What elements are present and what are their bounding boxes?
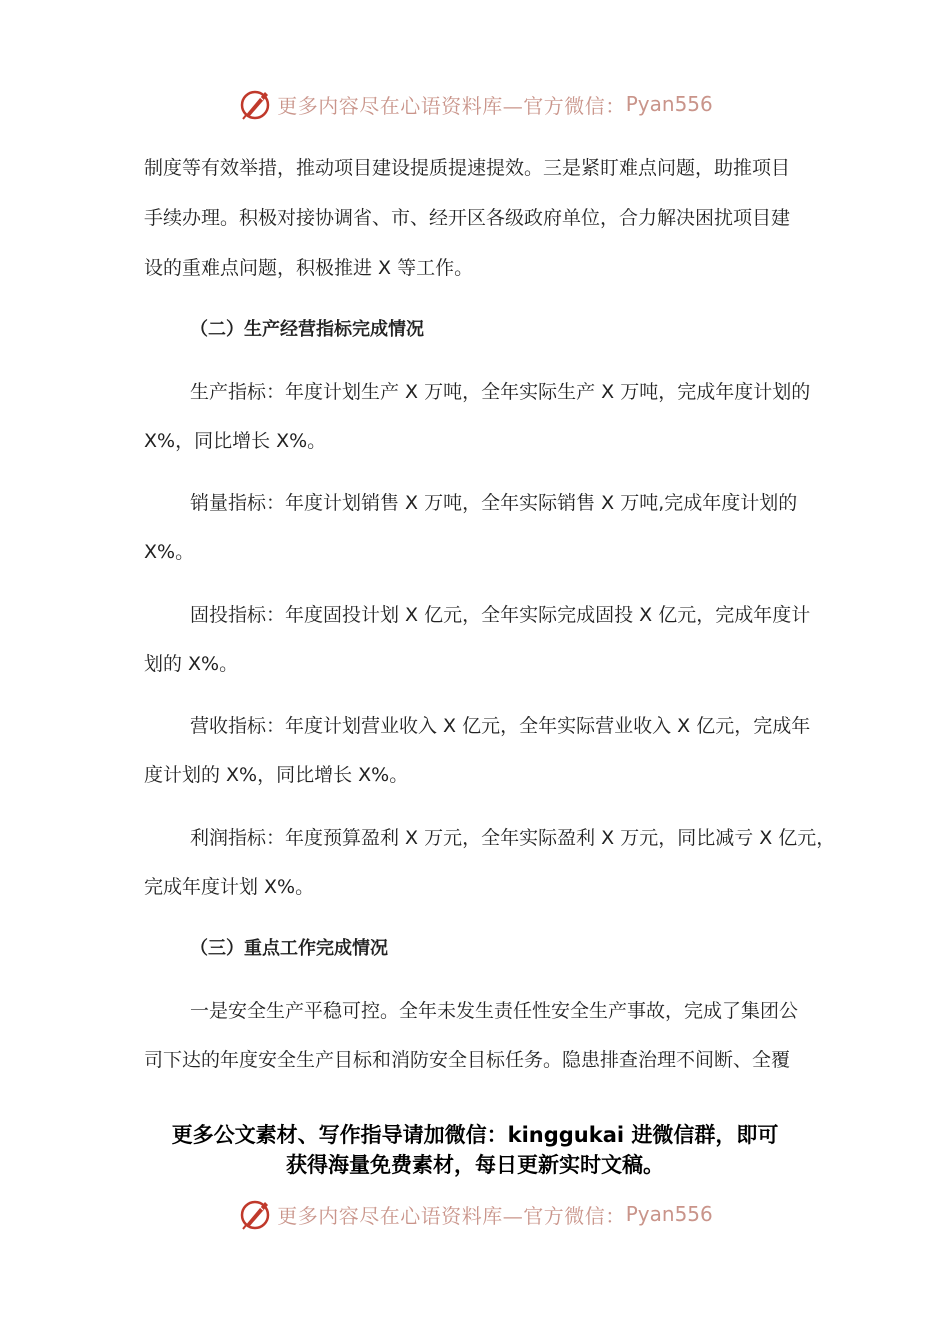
quill-logo-icon [237,1196,273,1232]
quill-logo-icon [237,86,273,122]
body-line: 固投指标：年度固投计划 X 亿元，全年实际完成固投 X 亿元，完成年度计 [190,604,811,626]
banner-wechat-id: Pyan556 [625,92,713,116]
body-line: 手续办理。积极对接协调省、市、经开区各级政府单位，合力解决困扰项目建 [144,207,791,229]
body-line: X%，同比增长 X%。 [144,430,327,452]
body-line: 完成年度计划 X%。 [144,876,315,898]
section-heading: （二）生产经营指标完成情况 [190,319,424,340]
body-line: 利润指标：年度预算盈利 X 万元，全年实际盈利 X 万元，同比减亏 X 亿元， [190,827,836,849]
section-heading: （三）重点工作完成情况 [190,938,388,959]
body-line: 设的重难点问题，积极推进 X 等工作。 [144,257,474,279]
body-line: 生产指标：年度计划生产 X 万吨，全年实际生产 X 万吨，完成年度计划的 [190,381,811,403]
footer-promo-line-1: 更多公文素材、写作指导请加微信：kinggukai 进微信群，即可 [171,1123,779,1147]
body-line: 司下达的年度安全生产目标和消防安全目标任务。隐患排查治理不间断、全覆 [144,1049,791,1071]
footer-banner [0,1194,950,1234]
banner-wechat-id: Pyan556 [625,1202,713,1226]
footer-promo-line-2: 获得海量免费素材，每日更新实时文稿。 [286,1153,664,1177]
body-line: 销量指标：年度计划销售 X 万吨，全年实际销售 X 万吨,完成年度计划的 [190,492,798,514]
body-line: X%。 [144,541,195,563]
body-line: 一是安全生产平稳可控。全年未发生责任性安全生产事故，完成了集团公 [190,1000,799,1022]
header-banner [0,84,950,124]
body-line: 度计划的 X%，同比增长 X%。 [144,764,409,786]
banner-text: 更多内容尽在心语资料库—官方微信： [277,93,626,118]
body-line: 划的 X%。 [144,653,239,675]
body-line: 营收指标：年度计划营业收入 X 亿元，全年实际营业收入 X 亿元，完成年 [190,715,811,737]
body-line: 制度等有效举措，推动项目建设提质提速提效。三是紧盯难点问题，助推项目 [144,157,791,179]
banner-text: 更多内容尽在心语资料库—官方微信： [277,1203,626,1228]
